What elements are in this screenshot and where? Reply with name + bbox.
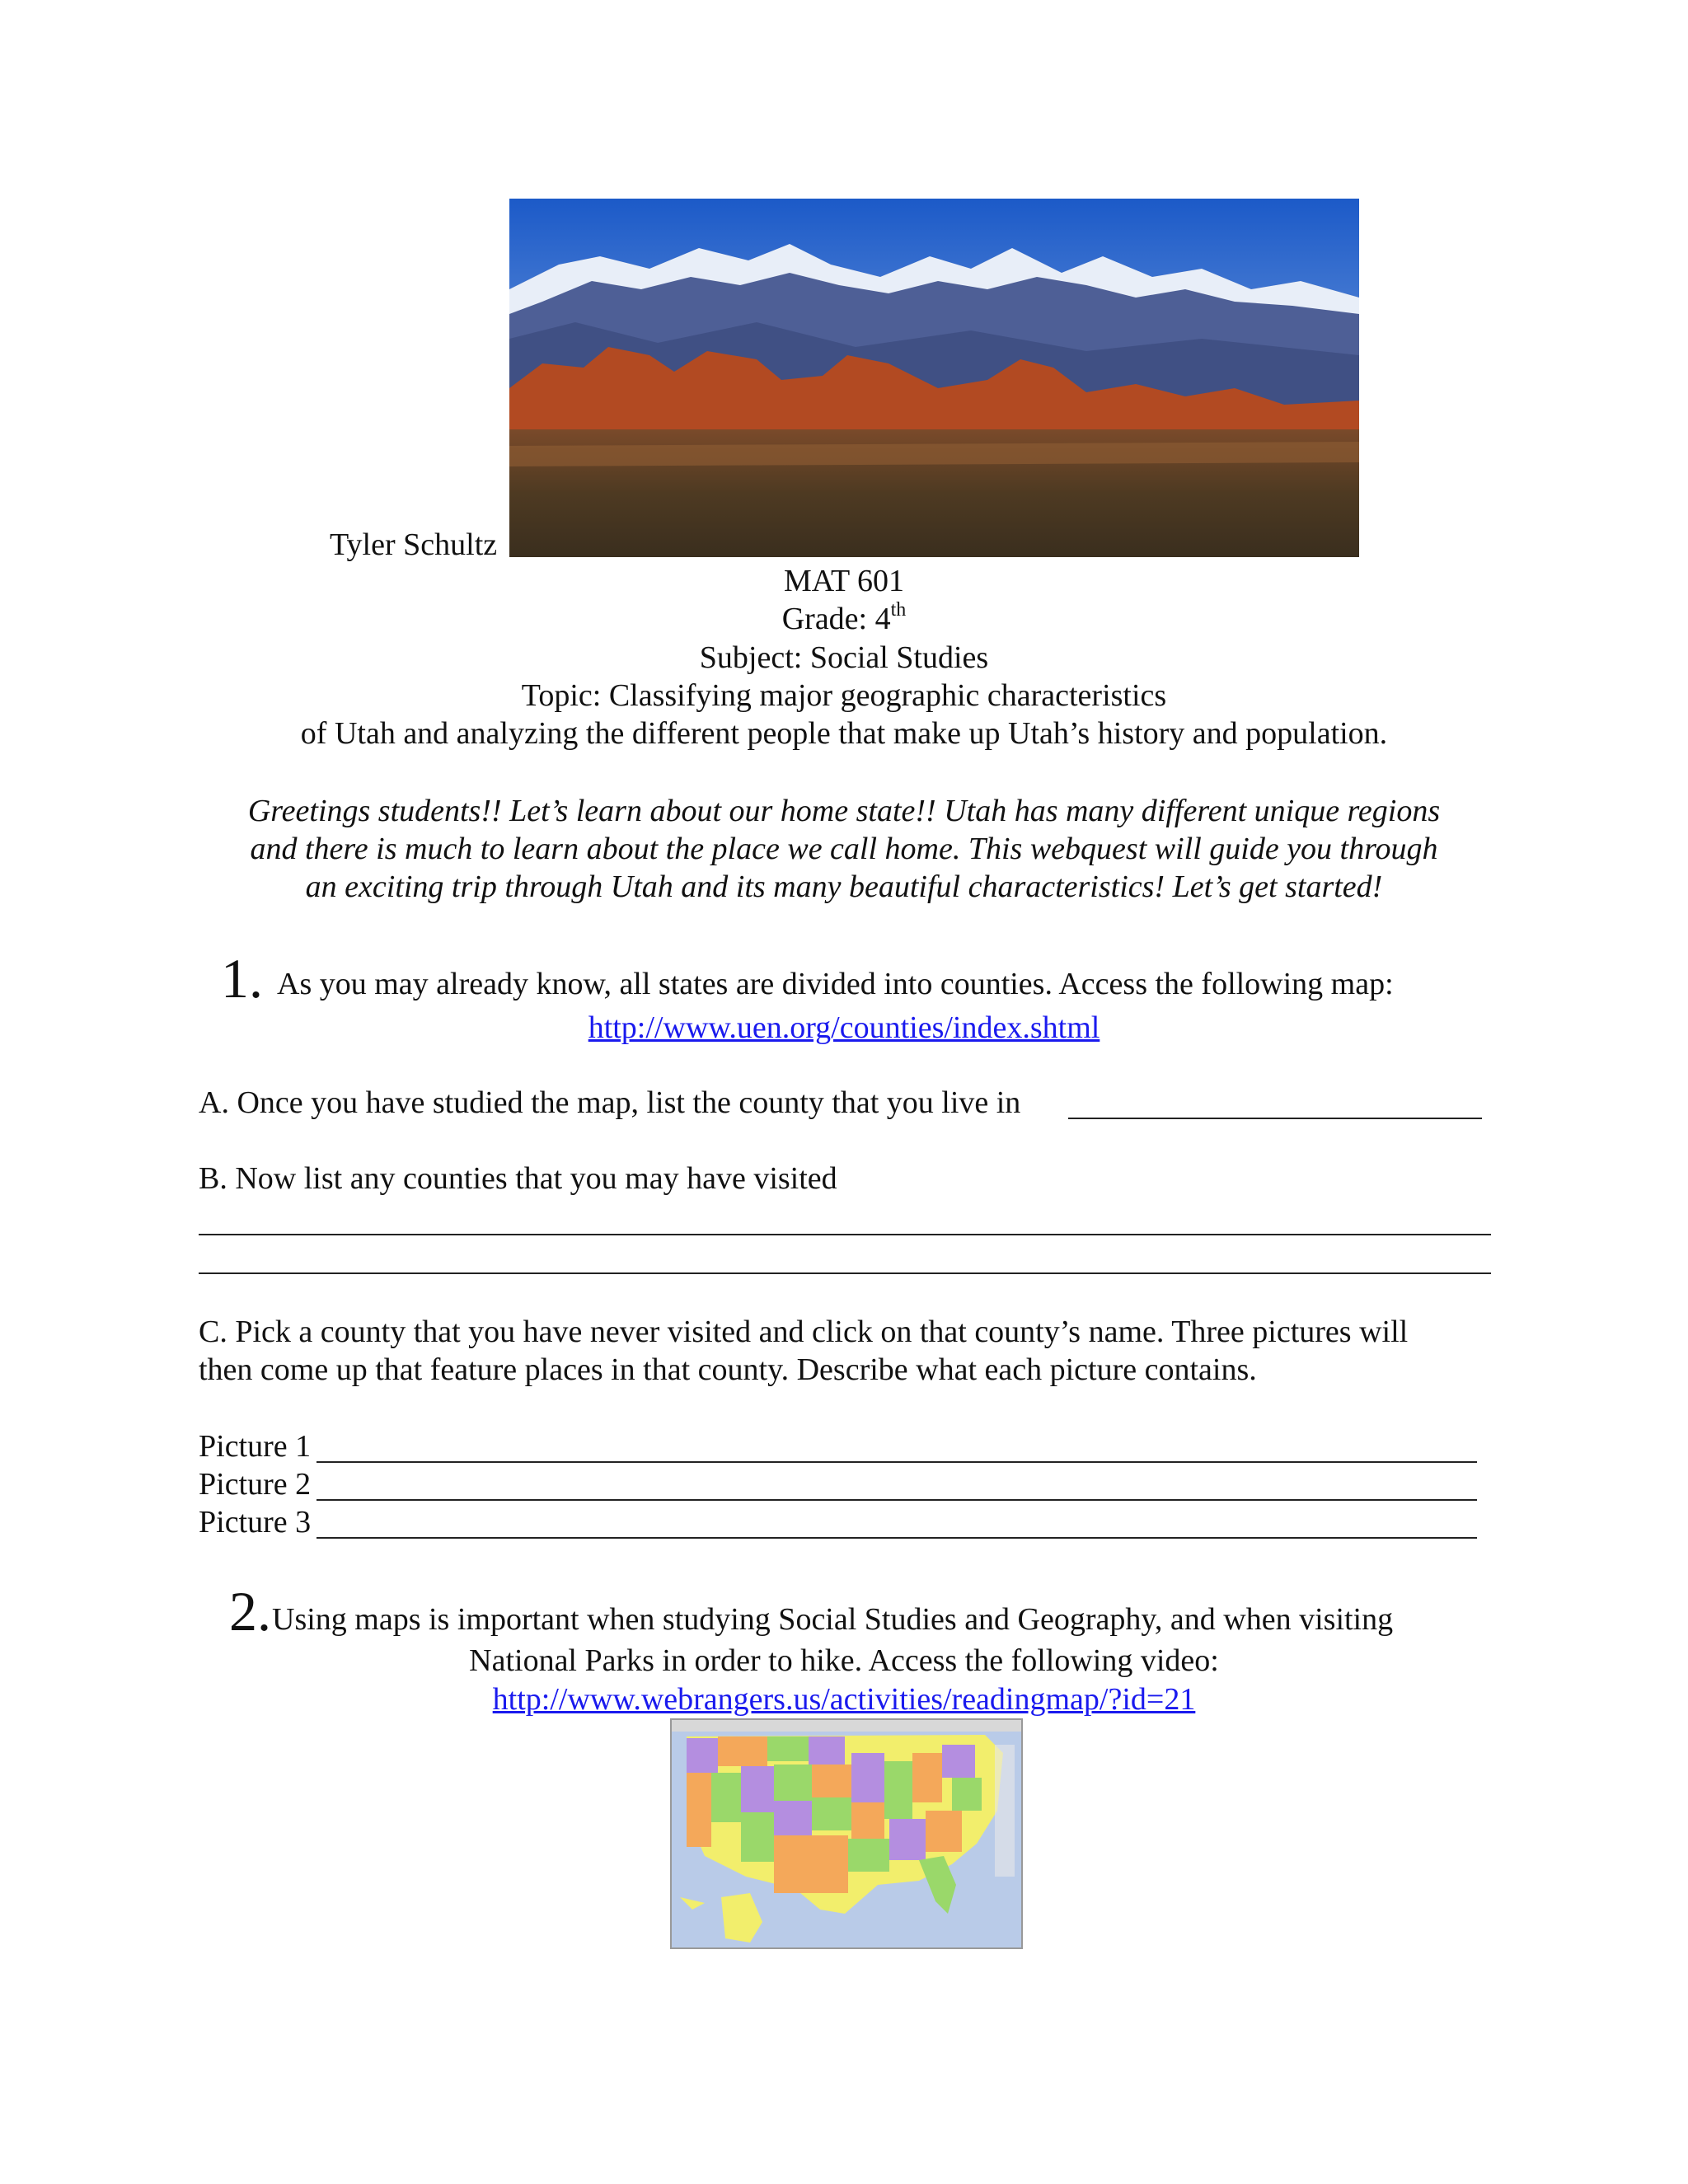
intro-line-1: Greetings students!! Let’s learn about our home state!! Utah has many different unique regions — [247, 794, 1441, 828]
section-1-text: As you may already know, all states are divided into counties. Access the following map: — [277, 967, 1394, 1001]
intro-line-2: and there is much to learn about the place we call home. This webquest will guide you through — [250, 832, 1438, 866]
section-1-number: 1. — [221, 947, 263, 1010]
course-code: MAT 601 — [783, 564, 905, 598]
picture-2-label: Picture 2 — [199, 1467, 312, 1502]
webrangers-video-link[interactable]: http://www.webrangers.us/activities/readingmap/?id=21 — [492, 1682, 1196, 1717]
picture-1-label: Picture 1 — [199, 1429, 312, 1464]
intro-line-3: an exciting trip through Utah and its many beautiful characteristics! Let’s get started! — [305, 869, 1383, 904]
section-2-text-line-2: National Parks in order to hike. Access the following video: — [469, 1643, 1219, 1678]
topic-line-1: Topic: Classifying major geographic characteristics — [521, 678, 1167, 713]
counties-map-link[interactable]: http://www.uen.org/counties/index.shtml — [588, 1010, 1100, 1045]
answer-line-a[interactable] — [1068, 1118, 1482, 1119]
subject-line: Subject: Social Studies — [699, 640, 989, 675]
picture-3-answer-line[interactable] — [316, 1537, 1477, 1539]
author-name: Tyler Schultz — [330, 527, 498, 562]
section-2-number: 2. — [229, 1580, 271, 1643]
grade-level — [0, 600, 1688, 638]
question-c-line-2: then come up that feature places in that county. Describe what each picture contains. — [199, 1352, 1257, 1387]
answer-line-b2[interactable] — [199, 1272, 1491, 1274]
question-c-line-1: C. Pick a county that you have never visited and click on that county’s name. Three pictures will — [199, 1315, 1409, 1349]
section-2-text-line-1: Using maps is important when studying Social Studies and Geography, and when visiting — [272, 1602, 1394, 1637]
question-b: B. Now list any counties that you may have visited — [199, 1161, 837, 1196]
grade-superscript: th — [890, 599, 907, 621]
utah-landscape-photo — [509, 199, 1359, 557]
question-a: A. Once you have studied the map, list the county that you live in — [199, 1085, 1021, 1120]
picture-3-label: Picture 3 — [199, 1505, 312, 1540]
picture-1-answer-line[interactable] — [316, 1461, 1477, 1463]
answer-line-b1[interactable] — [199, 1234, 1491, 1235]
grade-label: Grade: 4 — [781, 602, 891, 636]
picture-2-answer-line[interactable] — [316, 1499, 1477, 1501]
topic-line-2: of Utah and analyzing the different people that make up Utah’s history and population. — [300, 716, 1388, 751]
us-states-map-image — [670, 1718, 1023, 1949]
